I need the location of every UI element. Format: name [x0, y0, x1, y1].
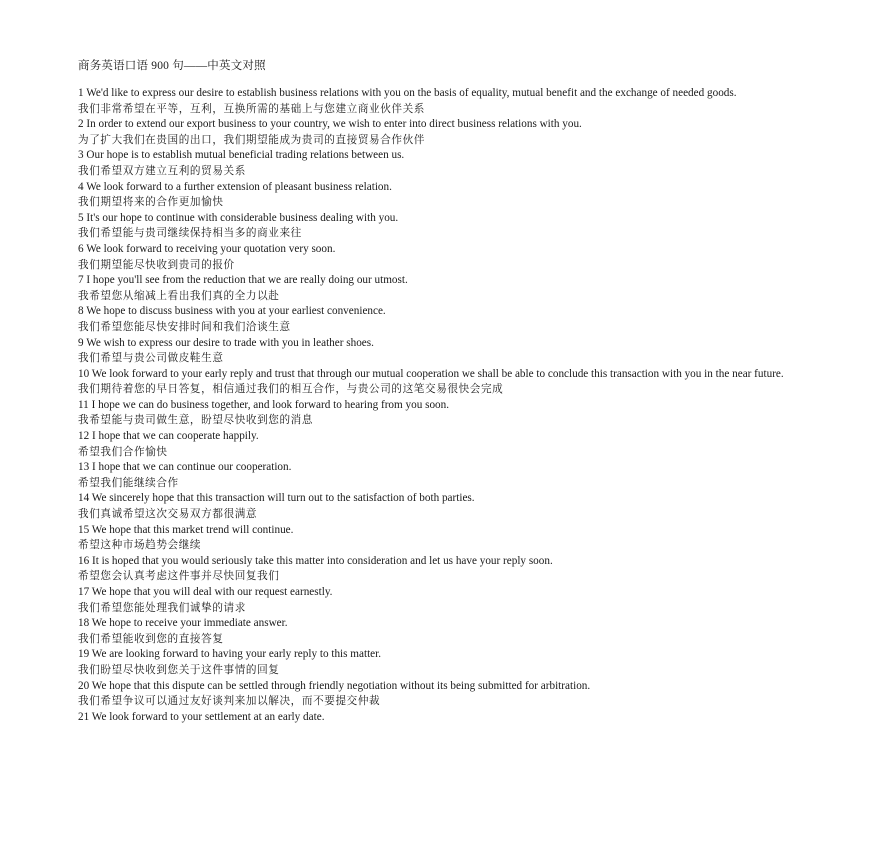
entry-chinese: 我希望您从缩减上看出我们真的全力以赴 [78, 289, 280, 302]
entry-chinese: 我们希望与贵公司做皮鞋生意 [78, 352, 224, 365]
entry-english: 14 We sincerely hope that this transaction will turn out to the satisfaction of both parties. [78, 492, 475, 505]
entry-item [78, 242, 794, 273]
entry-english: 4 We look forward to a further extension of pleasant business relation. [78, 180, 392, 193]
entry-english: 6 We look forward to receiving your quotation very soon. [78, 242, 336, 255]
entry-english: 8 We hope to discuss business with you at your earliest convenience. [78, 305, 386, 318]
entry-english: 20 We hope that this dispute can be settled through friendly negotiation without its being submitted for arbitration. [78, 679, 591, 692]
entry-chinese: 我们希望能收到您的直接答复 [78, 632, 224, 645]
entry-chinese: 我希望能与贵司做生意，盼望尽快收到您的消息 [78, 414, 314, 427]
entry-english: 18 We hope to receive your immediate answer. [78, 617, 288, 630]
entry-item [78, 585, 794, 616]
entry-chinese: 为了扩大我们在贵国的出口，我们期望能成为贵司的直接贸易合作伙伴 [78, 133, 426, 146]
entry-item [78, 367, 794, 398]
entry-chinese: 希望这种市场趋势会继续 [78, 539, 202, 552]
entry-english: 21 We look forward to your settlement at an early date. [78, 710, 325, 723]
entry-english: 3 Our hope is to establish mutual beneficial trading relations between us. [78, 149, 405, 162]
document-title: 商务英语口语 900 句——中英文对照 [78, 60, 266, 72]
entry-chinese: 我们希望争议可以通过友好谈判来加以解决，而不要提交仲裁 [78, 695, 381, 708]
entry-english: 5 It's our hope to continue with considerable business dealing with you. [78, 211, 399, 224]
entry-item [78, 554, 794, 585]
entry-chinese: 我们非常希望在平等，互利，互换所需的基础上与您建立商业伙伴关系 [78, 102, 426, 115]
entry-chinese: 我们期待着您的早日答复，相信通过我们的相互合作，与贵公司的这笔交易很快会完成 [78, 383, 504, 396]
entry-english: 9 We wish to express our desire to trade with you in leather shoes. [78, 336, 374, 349]
entry-item [78, 647, 794, 678]
entry-english: 13 I hope that we can continue our cooperation. [78, 461, 292, 474]
entry-english: 7 I hope you'll see from the reduction that we are really doing our utmost. [78, 274, 408, 287]
entry-item [78, 336, 794, 367]
entry-chinese: 我们希望您能尽快安排时间和我们洽谈生意 [78, 320, 291, 333]
entry-chinese: 希望我们合作愉快 [78, 445, 168, 458]
entries-list [78, 86, 794, 725]
entry-english: 2 In order to extend our export business to your country, we wish to enter into direct business relations with you. [78, 118, 582, 131]
entry-chinese: 希望您会认真考虑这件事并尽快回复我们 [78, 570, 280, 583]
entry-chinese: 我们希望您能处理我们诚挚的请求 [78, 601, 246, 614]
entry-chinese: 我们真诚希望这次交易双方都很满意 [78, 508, 258, 521]
entry-item [78, 616, 794, 647]
entry-chinese: 我们期望将来的合作更加愉快 [78, 196, 224, 209]
entry-english: 12 I hope that we can cooperate happily. [78, 430, 259, 443]
entry-item [78, 180, 794, 211]
entry-item [78, 398, 794, 429]
entry-item [78, 491, 794, 522]
entry-item [78, 523, 794, 554]
entry-english: 17 We hope that you will deal with our request earnestly. [78, 586, 333, 598]
entry-chinese: 我们希望能与贵司继续保持相当多的商业来往 [78, 227, 302, 240]
entry-item [78, 86, 794, 117]
entry-chinese: 希望我们能继续合作 [78, 476, 179, 489]
entry-english: 16 It is hoped that you would seriously take this matter into consideration and let us have your reply soon. [78, 554, 553, 567]
document-page [78, 58, 794, 725]
entry-item [78, 429, 794, 460]
entry-item [78, 710, 794, 726]
entry-english: 11 I hope we can do business together, and look forward to hearing from you soon. [78, 398, 450, 411]
entry-chinese: 我们希望双方建立互利的贸易关系 [78, 164, 246, 177]
entry-item [78, 679, 794, 710]
entry-english: 19 We are looking forward to having your early reply to this matter. [78, 648, 382, 661]
entry-english: 10 We look forward to your early reply and trust that through our mutual cooperation we shall be able to conclude this transaction with you in the near future. [78, 367, 784, 380]
entry-item [78, 148, 794, 179]
entry-item [78, 273, 794, 304]
entry-item [78, 304, 794, 335]
entry-chinese: 我们盼望尽快收到您关于这件事情的回复 [78, 663, 280, 676]
entry-chinese: 我们期望能尽快收到贵司的报价 [78, 258, 235, 271]
entry-item [78, 211, 794, 242]
entry-english: 1 We'd like to express our desire to establish business relations with you on the basis of equality, mutual benefit and the exchange of needed goods. [78, 87, 737, 99]
entry-item [78, 117, 794, 148]
entry-item [78, 460, 794, 491]
entry-english: 15 We hope that this market trend will continue. [78, 523, 294, 536]
